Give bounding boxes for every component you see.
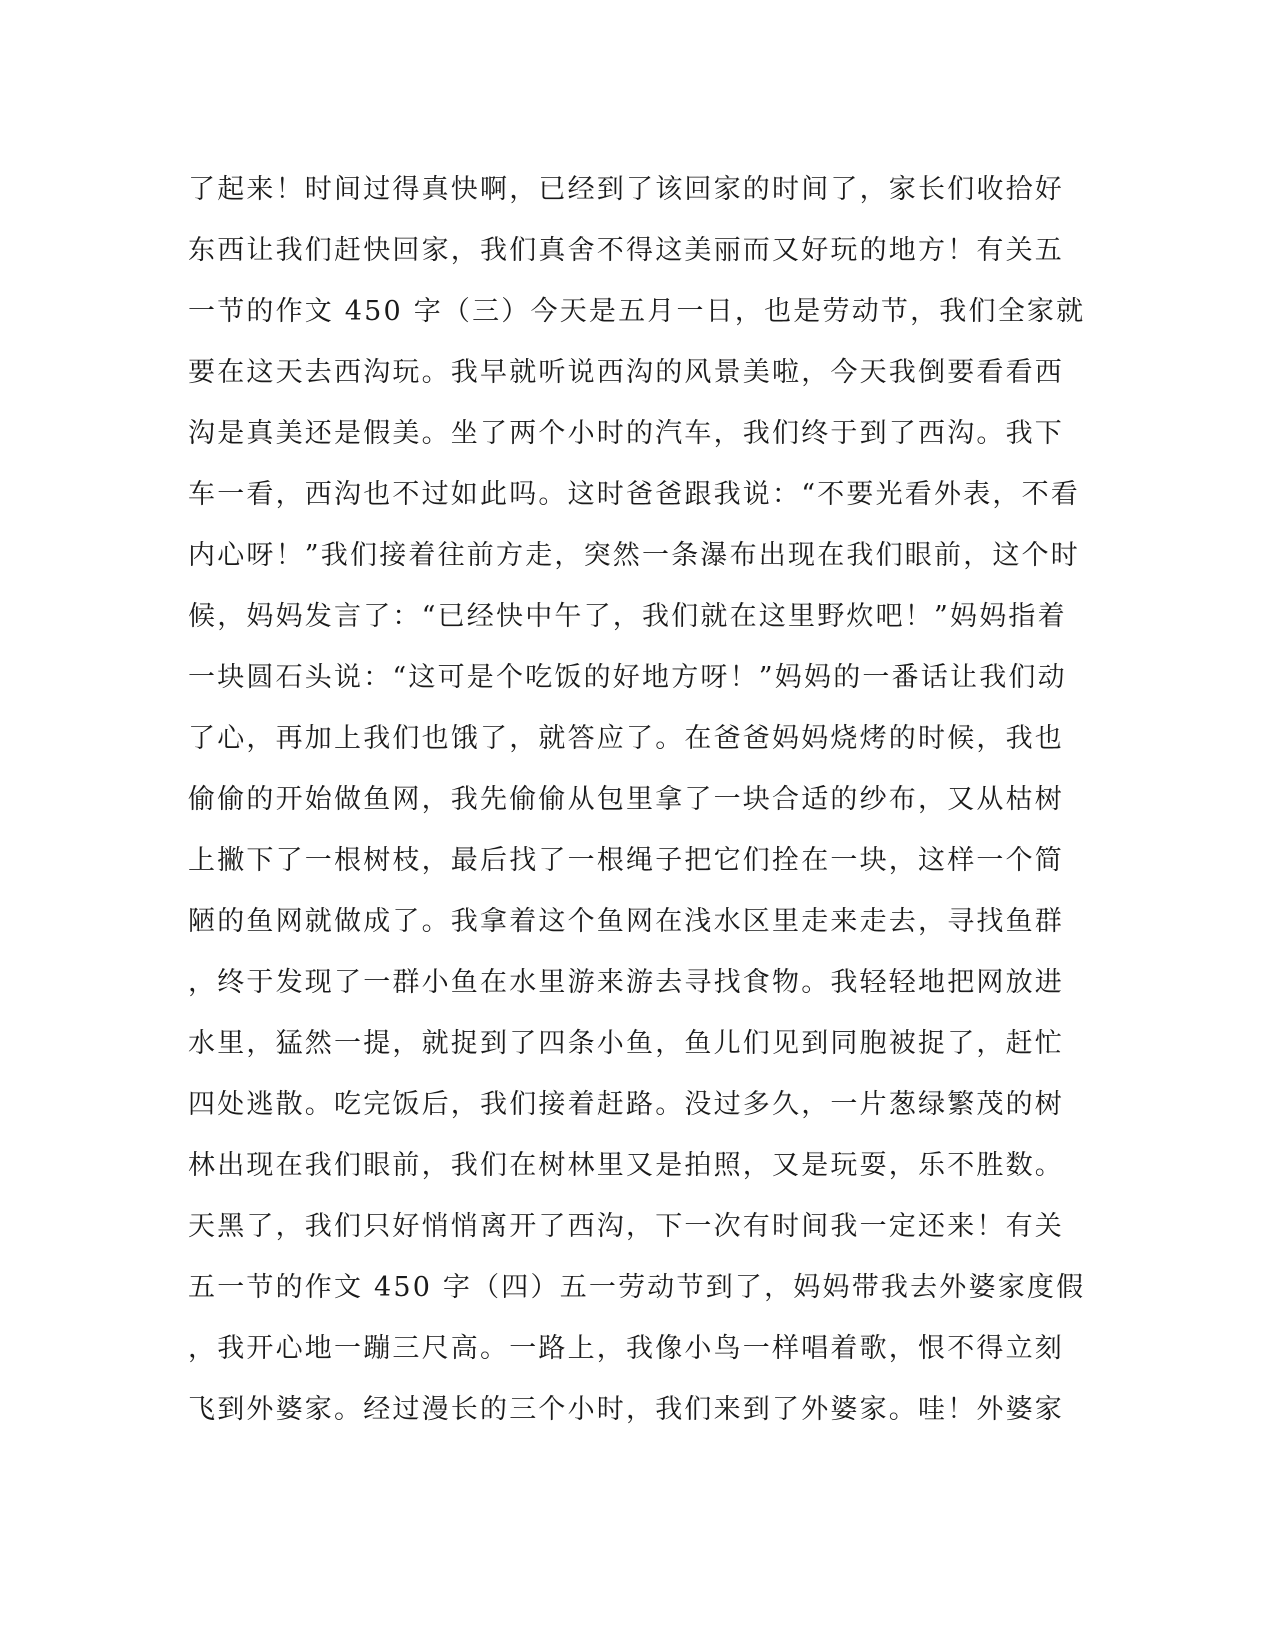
text-line: 要在这天去西沟玩。我早就听说西沟的风景美啦，今天我倒要看看西 [188,357,1064,388]
text-line: 东西让我们赶快回家，我们真舍不得这美丽而又好玩的地方！有关五 [188,235,1064,266]
text-line: ，终于发现了一群小鱼在水里游来游去寻找食物。我轻轻地把网放进 [188,967,1064,998]
text-line: 飞到外婆家。经过漫长的三个小时，我们来到了外婆家。哇！外婆家 [188,1394,1064,1425]
text-line: 陋的鱼网就做成了。我拿着这个鱼网在浅水区里走来走去，寻找鱼群 [188,906,1064,937]
text-line: 沟是真美还是假美。坐了两个小时的汽车，我们终于到了西沟。我下 [188,418,1064,449]
essay-text-block [188,159,1088,1440]
text-line: 水里，猛然一提，就捉到了四条小鱼，鱼儿们见到同胞被捉了，赶忙 [188,1028,1064,1059]
text-line: 天黑了，我们只好悄悄离开了西沟，下一次有时间我一定还来！有关 [188,1211,1064,1242]
text-line: 车一看，西沟也不过如此吗。这时爸爸跟我说：“不要光看外表，不看 [188,479,1081,510]
text-line: 了心，再加上我们也饿了，就答应了。在爸爸妈妈烧烤的时候，我也 [188,723,1064,754]
text-line: 上撇下了一根树枝，最后找了一根绳子把它们拴在一块，这样一个简 [188,845,1064,876]
text-line: 偷偷的开始做鱼网，我先偷偷从包里拿了一块合适的纱布，又从枯树 [188,784,1064,815]
text-line: 候，妈妈发言了：“已经快中午了，我们就在这里野炊吧！”妈妈指着 [188,601,1067,632]
text-line: 四处逃散。吃完饭后，我们接着赶路。没过多久，一片葱绿繁茂的树 [188,1089,1064,1120]
text-line: 内心呀！”我们接着往前方走，突然一条瀑布出现在我们眼前，这个时 [188,540,1081,571]
text-line: 五一节的作文 450 字（四）五一劳动节到了，妈妈带我去外婆家度假 [188,1272,1086,1303]
text-line: ，我开心地一蹦三尺高。一路上，我像小鸟一样唱着歌，恨不得立刻 [188,1333,1064,1364]
text-line: 一节的作文 450 字（三）今天是五月一日，也是劳动节，我们全家就 [188,296,1086,327]
text-line: 林出现在我们眼前，我们在树林里又是拍照，又是玩耍，乐不胜数。 [188,1150,1064,1181]
text-line: 一块圆石头说：“这可是个吃饭的好地方呀！”妈妈的一番话让我们动 [188,662,1067,693]
text-line: 了起来！时间过得真快啊，已经到了该回家的时间了，家长们收拾好 [188,174,1064,205]
